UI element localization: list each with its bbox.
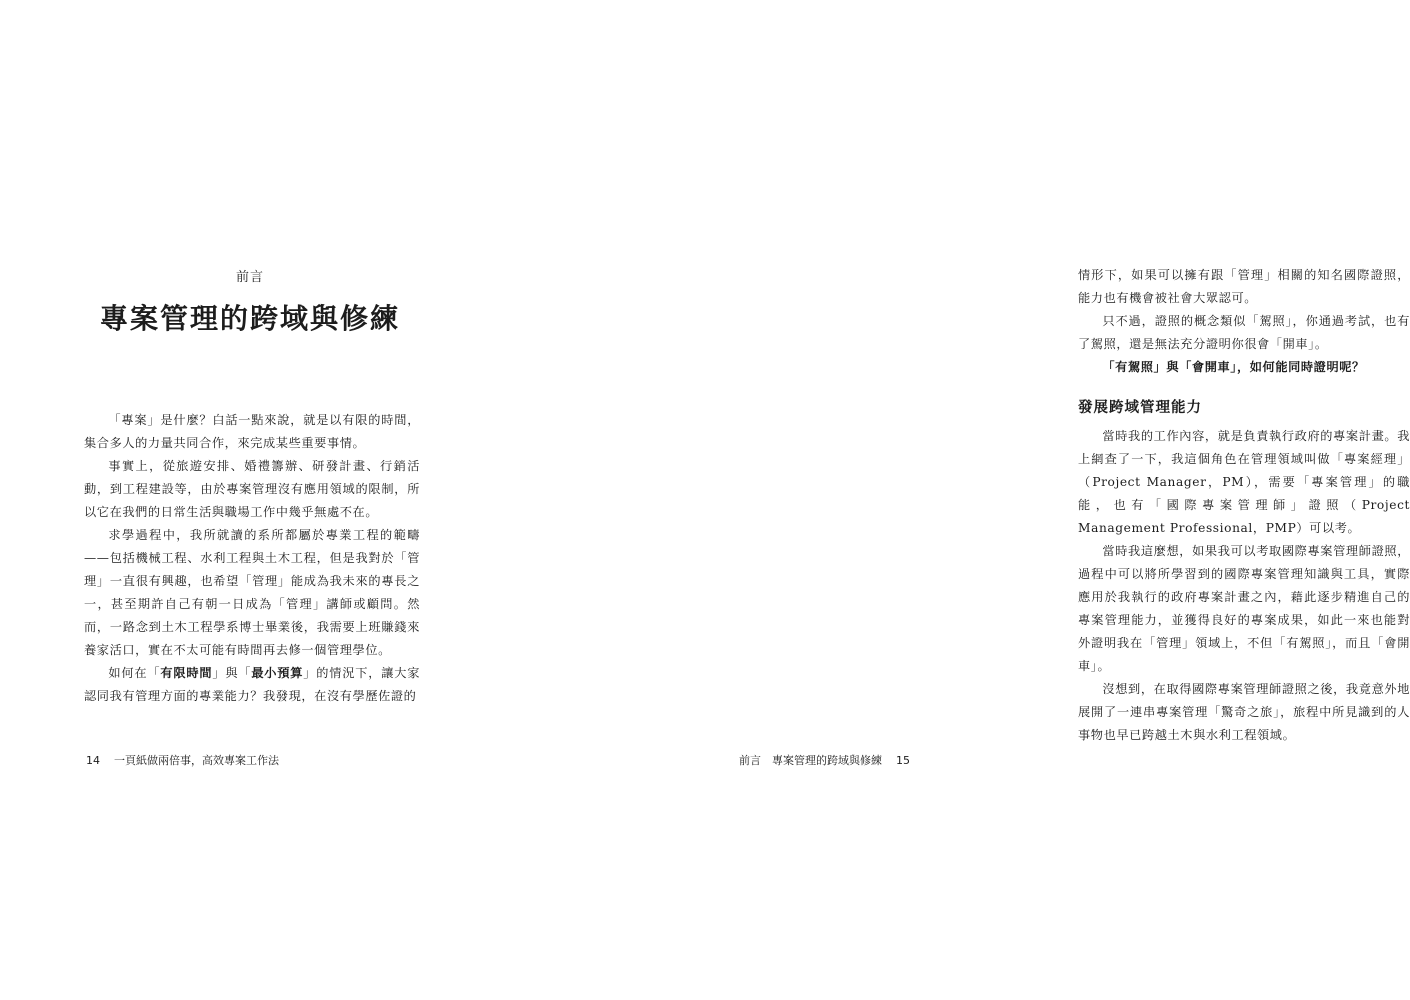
paragraph: 只不過，證照的概念類似「駕照」，你通過考試，也有了駕照，還是無法充分證明你很會「開車」。 [1078,314,1410,351]
paragraph-continued: 情形下，如果可以擁有跟「管理」相關的知名國際證照，能力也有機會被社會大眾認可。 [1078,268,1410,305]
paragraph: 求學過程中，我所就讀的系所都屬於專業工程的範疇——包括機械工程、水利工程與土木工程，但是我對於「管理」一直很有興趣，也希望「管理」能成為我未來的專長之一，甚至期許自己有朝一日成為「管理」講師或顧問。然而，一路念到土木工程學系博士畢業後，我需要上班賺錢來養家活口，實在不太可能有時間再去修一個管理學位。 [84,528,420,657]
bold-question: 「有駕照」與「會開車」，如何能同時證明呢？ [1102,360,1365,374]
right-footer [739,752,910,768]
page-number: 14 [86,754,100,767]
chapter-label: 前言 [235,270,264,285]
emphasis-minimum-budget: 最小預算 [251,666,304,680]
paragraph: 當時我這麼想，如果我可以考取國際專案管理師證照，過程中可以將所學習到的國際專案管理知識與工具，實際應用於我執行的政府專案計畫之內，藉此逐步精進自己的專案管理能力，並獲得良好的專案成果，如此一來也能對外證明我在「管理」領域上，不但「有駕照」，而且「會開車」。 [1078,544,1410,673]
text-run: 」與「 [212,666,252,680]
section-heading: 發展跨域管理能力 [1078,400,1202,416]
left-footer [86,752,279,768]
paragraph: 當時我的工作內容，就是負責執行政府的專案計畫。我上網查了一下，我這個角色在管理領域叫做「專案經理」（Project Manager，PM），需要「專案管理」的職能，也有「國際專案管理師」證照（Project Management Professional，PMP）可以考。 [1078,429,1410,535]
paragraph-with-emphasis [84,662,420,708]
right-body-text [1078,264,1410,747]
paragraph: 沒想到，在取得國際專案管理師證照之後，我竟意外地展開了一連串專案管理「驚奇之旅」，旅程中所見識到的人事物也早已跨越土木與水利工程領域。 [1078,682,1410,742]
right-page [500,0,1410,1000]
book-title: 一頁紙做兩倍事，高效專案工作法 [114,754,279,767]
paragraph: 事實上，從旅遊安排、婚禮籌辦、研發計畫、行銷活動，到工程建設等，由於專案管理沒有應用領域的限制，所以它在我們的日常生活與職場工作中幾乎無處不在。 [84,459,420,519]
left-page [0,0,500,1000]
paragraph: 「專案」是什麼？白話一點來說，就是以有限的時間，集合多人的力量共同合作，來完成某些重要事情。 [84,413,420,450]
running-head: 前言 專案管理的跨域與修練 [739,754,882,767]
text-run: 如何在「 [108,666,161,680]
left-body-text [84,409,420,708]
chapter-title: 專案管理的跨域與修練 [99,302,400,335]
emphasis-limited-time: 有限時間 [160,666,213,680]
text-run: 」的情況下，讓大家認同我有管理方面的專業能力？我發現，在沒有學歷佐證的 [84,666,420,703]
page-number: 15 [896,754,910,767]
